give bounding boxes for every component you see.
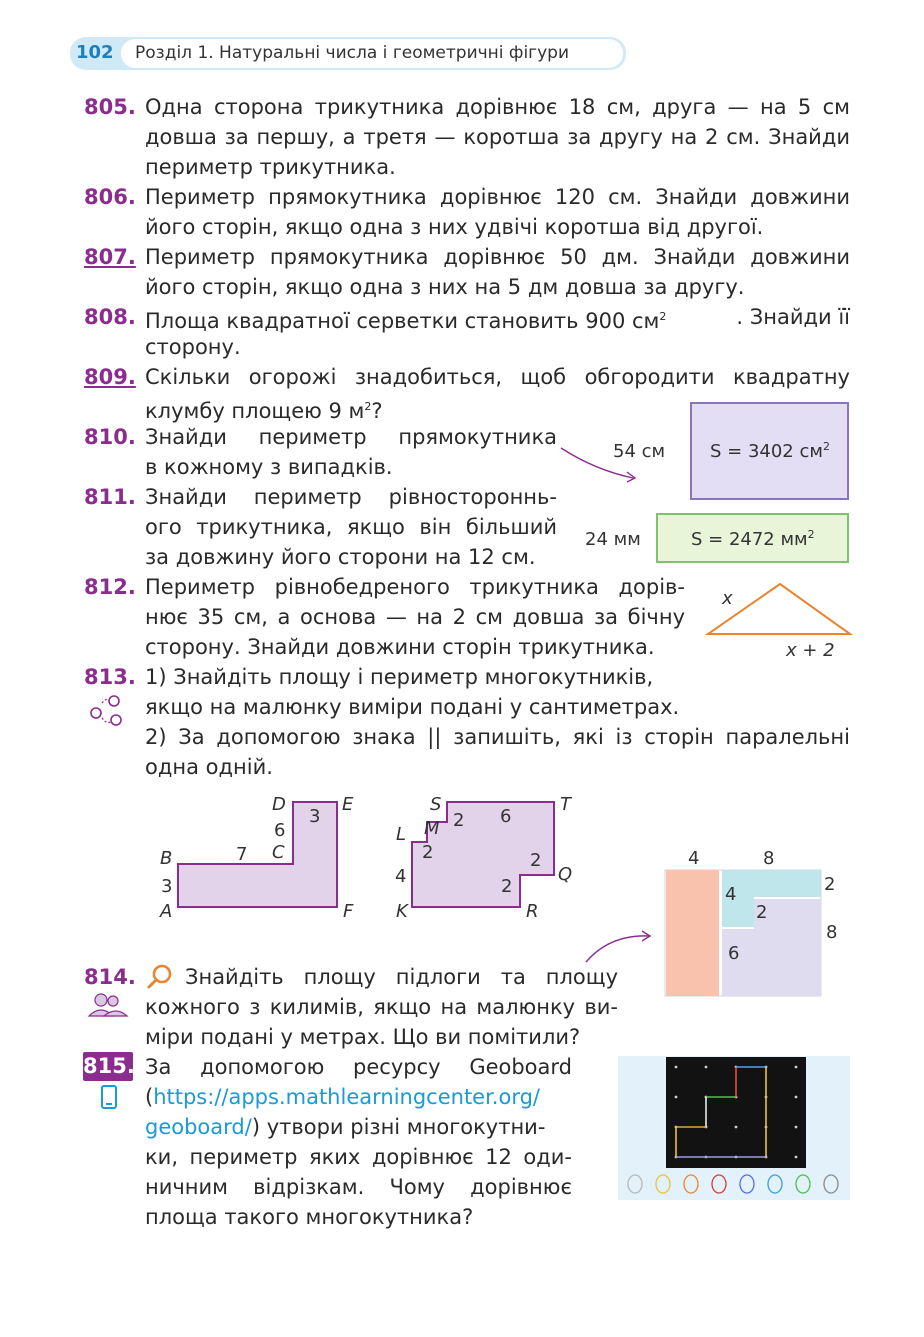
poly2-dim-4: 4 (395, 866, 407, 887)
task-812-line-2: нює 35 см, а основа — на 2 см довша за бічну (145, 605, 685, 629)
task-808-line-2: сторону. (145, 335, 241, 359)
poly2-dim-2-top: 2 (453, 810, 465, 831)
task-805-line-3: периметр трикутника. (145, 155, 396, 179)
floor-rugs-figure (580, 842, 870, 1002)
vertex-label-q: Q (558, 864, 573, 885)
task-810-line-1: Знайди периметр прямокутника (145, 425, 557, 449)
rect2-side-label: 24 мм (585, 529, 641, 550)
task-807-line-2: його сторін, якщо одна з них на 5 дм довша за другу. (145, 275, 745, 299)
task-809-line-1: Скільки огорожі знадобиться, щоб обгородити квадратну (145, 365, 850, 389)
task-812-line-1: Периметр рівнобедреного трикутника дорів- (145, 575, 685, 599)
floor-dim-2-inner: 2 (756, 902, 768, 923)
task-813-line-1: 1) Знайдіть площу і периметр многокутників, (145, 665, 654, 689)
task-813-line-4: одна одній. (145, 755, 273, 779)
task-815-line-1: За допомогою ресурсу Geoboard (145, 1055, 572, 1079)
poly1-dim-6: 6 (274, 820, 286, 841)
vertex-label-k: K (396, 901, 408, 922)
vertex-label-m: M (424, 818, 440, 839)
task-number-810: 810. (84, 425, 136, 449)
task-808-text-a: Площа квадратної серветки становить 900 $см^2$ (145, 309, 667, 333)
task-808-line-1 (145, 302, 850, 336)
floor-dim-6: 6 (728, 943, 740, 964)
task-number-811: 811. (84, 485, 136, 509)
floor-dim-4-inner: 4 (725, 884, 737, 905)
floor-dim-4-top: 4 (688, 848, 700, 869)
task-814-line-3: міри подані у метрах. Що ви помітили? (145, 1025, 581, 1049)
poly2-dim-6: 6 (500, 806, 512, 827)
magnifier-icon (145, 963, 175, 995)
rect1-side-label: 54 см (613, 441, 666, 462)
task-807-line-1: Периметр прямокутника дорівнює 50 дм. Знайди довжини (145, 245, 850, 269)
poly1-dim-7: 7 (236, 844, 248, 865)
triangle-base-label: x + 2 (786, 640, 835, 661)
vertex-label-c: C (272, 842, 285, 863)
vertex-label-f: F (343, 901, 354, 922)
floor-dim-8-top: 8 (763, 848, 775, 869)
task-815-line-5: ничним відрізкам. Чому дорівнює (145, 1175, 572, 1199)
task-809-line-2: клумбу площею 9 $м^2$? (145, 399, 383, 423)
poly2-dim-2-right: 2 (530, 850, 542, 871)
geoboard-link[interactable]: https://apps.mathlearningcenter.org/ (153, 1085, 540, 1109)
task-811-line-1: Знайди периметр рівностороннь- (145, 485, 557, 509)
task-810-line-2: в кожному з випадків. (145, 455, 393, 479)
vertex-label-d: D (272, 794, 286, 815)
task-814-line-1: Знайдіть площу підлоги та площу (185, 965, 618, 989)
rug-orange (666, 870, 719, 996)
task-805-line-2: довша за першу, а третя — коротша за другу на 2 см. Знайди (145, 125, 850, 149)
polygon-1-figure (150, 790, 370, 925)
poly2-dim-2-left: 2 (422, 842, 434, 863)
vertex-label-t: T (560, 794, 571, 815)
task-815-line-2: (https://apps.mathlearningcenter.org/ (145, 1085, 540, 1109)
floor-dim-8-right: 8 (826, 922, 838, 943)
arrow-line (586, 936, 650, 962)
rectangles-figure (555, 400, 865, 580)
poly1-dim-3-top: 3 (309, 806, 321, 827)
pair-work-icon (86, 992, 130, 1022)
task-number-815: 815. (83, 1052, 133, 1081)
poly1-dim-3-left: 3 (161, 876, 173, 897)
rect2-area-label: S = 2472 $мм^2$ (691, 528, 815, 550)
vertex-label-s: S (430, 794, 442, 815)
task-number-813: 813. (84, 665, 136, 689)
geoboard-link-cont[interactable]: geoboard/ (145, 1115, 252, 1139)
task-number-808: 808. (84, 305, 136, 329)
task-number-809: 809. (84, 365, 136, 389)
task-number-805: 805. (84, 95, 136, 119)
task-811-line-2: ого трикутника, якщо він більший (145, 515, 557, 539)
task-815-line-3: geoboard/) утвори різні многокутни- (145, 1115, 546, 1139)
polygon-2-figure (390, 790, 590, 925)
task-813-line-2: якщо на малюнку виміри подані у сантиметрах. (145, 695, 680, 719)
triangle-figure (700, 578, 860, 662)
task-808-text-b: . Знайди її (736, 305, 850, 329)
vertex-label-e: E (342, 794, 354, 815)
geoboard-screenshot (618, 1056, 850, 1200)
chapter-title: Розділ 1. Натуральні числа і геометричні фігури (135, 43, 570, 63)
vertex-label-l: L (396, 824, 407, 845)
task-813-line-3: 2) За допомогою знака || запишіть, які із сторін паралельні (145, 725, 850, 749)
task-815-line-4: ки, периметр яких дорівнює 12 оди- (145, 1145, 572, 1169)
floor-dim-2-right: 2 (824, 874, 836, 895)
task-number-806: 806. (84, 185, 136, 209)
task-811-line-3: за довжину його сторони на 12 см. (145, 545, 536, 569)
poly2-dim-2-bottom: 2 (501, 876, 513, 897)
mobile-device-icon (100, 1085, 118, 1113)
triangle-side-label: x (722, 588, 733, 609)
vertex-label-r: R (526, 901, 539, 922)
page-number: 102 (76, 42, 114, 63)
task-805-line-1: Одна сторона трикутника дорівнює 18 см, друга — на 5 см (145, 95, 850, 119)
task-815-line-6: площа такого многокутника? (145, 1205, 474, 1229)
task-814-line-2: кожного з килимів, якщо на малюнку ви- (145, 995, 618, 1019)
task-806-line-1: Периметр прямокутника дорівнює 120 см. Знайди довжини (145, 185, 850, 209)
vertex-label-b: B (160, 848, 173, 869)
rect1-area-label: S = 3402 $см^2$ (710, 440, 830, 462)
task-number-812: 812. (84, 575, 136, 599)
task-812-line-3: сторону. Знайди довжини сторін трикутника. (145, 635, 655, 659)
task-number-807: 807. (84, 245, 136, 269)
group-work-icon (88, 694, 126, 732)
vertex-label-a: A (160, 901, 173, 922)
task-number-814: 814. (84, 965, 136, 989)
task-806-line-2: його сторін, якщо одна з них удвічі коротша від другої. (145, 215, 764, 239)
